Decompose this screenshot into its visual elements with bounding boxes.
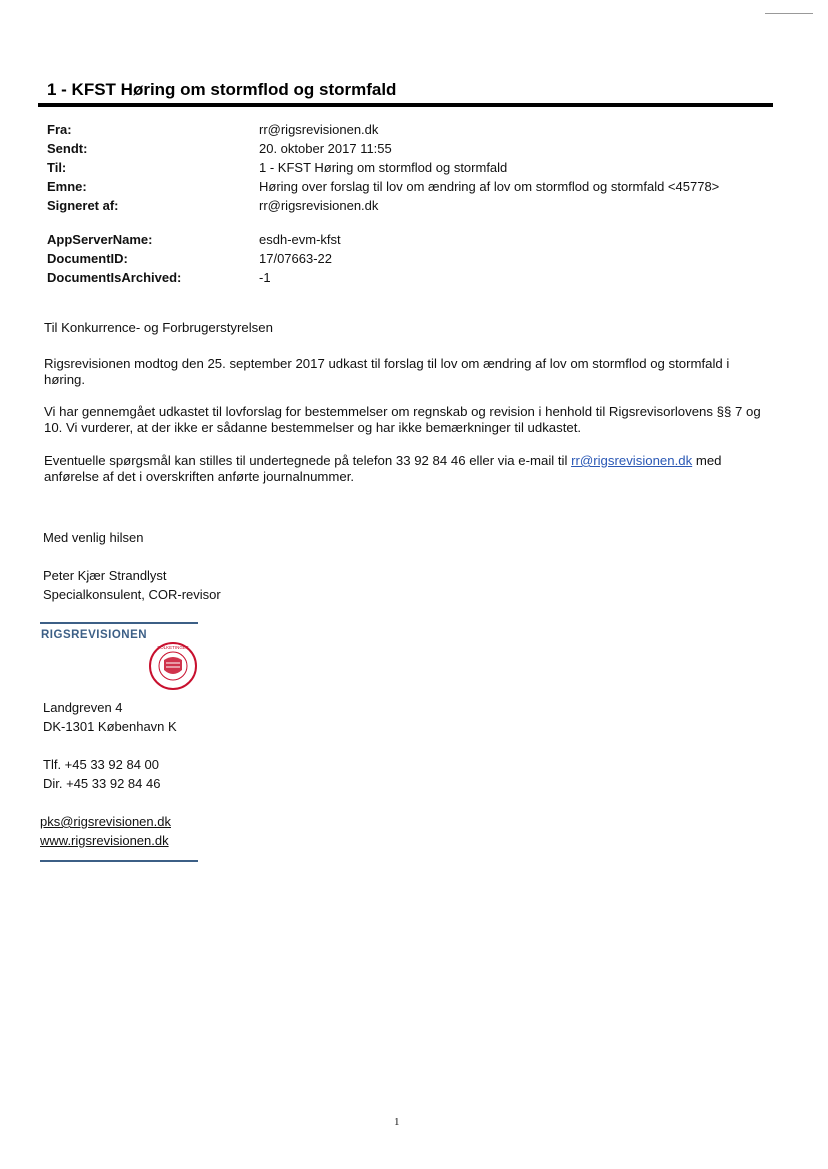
field-label: Til:: [47, 160, 67, 175]
field-value-server: esdh-evm-kfst: [259, 232, 341, 247]
field-label: Fra:: [47, 122, 72, 137]
server-fields: [47, 231, 777, 288]
direct-number: Dir. +45 33 92 84 46: [43, 776, 161, 791]
field-archived: [47, 269, 777, 288]
field-value-signer[interactable]: rr@rigsrevisionen.dk: [259, 198, 379, 213]
email-header-fields: [47, 121, 777, 216]
field-app-server: [47, 231, 777, 250]
signer-email-link[interactable]: pks@rigsrevisionen.dk: [40, 814, 171, 829]
field-value-sender[interactable]: rr@rigsrevisionen.dk: [259, 122, 379, 137]
field-label: Emne:: [47, 179, 87, 194]
field-sent: [47, 140, 777, 159]
org-name: RIGSREVISIONEN: [41, 629, 148, 641]
folketinget-seal-icon: [148, 640, 198, 692]
field-label: DocumentIsArchived:: [47, 270, 182, 285]
phone-number: Tlf. +45 33 92 84 00: [43, 757, 160, 772]
top-edge-rule: [765, 13, 813, 14]
letter-paragraph-2: Vi har gennemgået udkastet til lovforslag for bestemmelser om regnskab og revision i henhold til Rigsrevisorlovens §§ 7 og 10. Vi vurderer, at der ikke er sådanne bestemmelser og har ikke bemærkninger til udkastet.: [44, 404, 761, 435]
field-signed-by: [47, 197, 777, 216]
letter-paragraph-1: Rigsrevisionen modtog den 25. september 2017 udkast til forslag til lov om ændring af lov om stormflod og stormfald i høring.: [44, 356, 730, 387]
field-value-archived: -1: [259, 270, 271, 285]
signature-rule-bottom: [40, 860, 198, 862]
seal-text: FOLKETINGET: [157, 645, 189, 650]
page-number: 1: [394, 1116, 400, 1128]
field-subject: [47, 178, 777, 197]
field-document-id: [47, 250, 777, 269]
signer-name: Peter Kjær Strandlyst: [43, 568, 167, 583]
field-label: Signeret af:: [47, 198, 119, 213]
field-to: [47, 159, 777, 178]
field-value-date: 20. oktober 2017 11:55: [259, 141, 392, 156]
letter-salutation: Til Konkurrence- og Forbrugerstyrelsen: [44, 320, 273, 335]
letter-paragraph-3: [44, 453, 774, 485]
address-line-2: DK-1301 København K: [43, 719, 177, 734]
field-from: [47, 121, 777, 140]
website-link[interactable]: www.rigsrevisionen.dk: [40, 833, 169, 848]
paragraph-3-text-end: med anførelse af det i overskriften anførte journalnummer.: [44, 453, 722, 484]
field-value-recipient: 1 - KFST Høring om stormflod og stormfald: [259, 160, 508, 175]
field-label: DocumentID:: [47, 251, 128, 266]
field-value-doc-id: 17/07663-22: [259, 251, 333, 266]
closing: Med venlig hilsen: [43, 530, 144, 545]
title-underline: [38, 103, 773, 107]
address-line-1: Landgreven 4: [43, 700, 123, 715]
email-link[interactable]: rr@rigsrevisionen.dk: [571, 453, 693, 468]
field-label: AppServerName:: [47, 232, 153, 247]
paragraph-3-text: Eventuelle spørgsmål kan stilles til undertegnede på telefon 33 92 84 46 eller via e-mail til: [44, 453, 572, 468]
signer-role: Specialkonsulent, COR-revisor: [43, 587, 221, 602]
email-subject-title: 1 - KFST Høring om stormflod og stormfald: [47, 80, 397, 99]
field-value-subject: Høring over forslag til lov om ændring af lov om stormflod og stormfald <45778>: [259, 179, 720, 194]
signature-rule-top: [40, 622, 198, 624]
field-label: Sendt:: [47, 141, 88, 156]
